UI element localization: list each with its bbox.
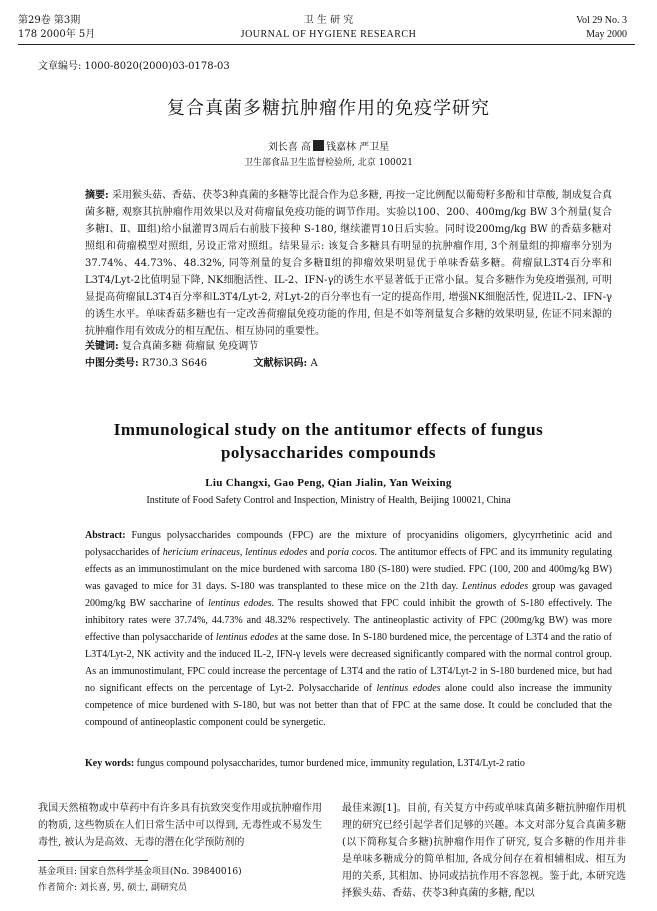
clc-value: R730.3 S646 [141,358,208,369]
title-en-line2: polysaccharides compounds [220,443,437,462]
authors-cn-part-a: 刘长喜 高 [267,142,311,153]
author-name-glyph [313,140,324,151]
clc-label: 中图分类号: [85,358,139,369]
abstract-cn-label: 摘要: [85,190,109,201]
title-en [0,418,657,464]
body-right-column: 最佳来源[1]。目前, 有关复方中药或单味真菌多糖抗肿瘤作用机理的研究已经引起学者们足够的兴趣。本文对部分复合真菌多糖(以下简称复合多糖)抗肿瘤作用作了研究, 复合多糖的作用并非是单味多糖成分的简单相加, 各成分间存在着相辅相成、相互为用的关系, 其相加、协同或拮抗作用不容忽视。鉴于此, 本研究选择猴头菇、香菇、茯苓3种真菌的多糖, 配以 [342,803,626,899]
affiliation-cn: 卫生部食品卫生监督检验所, 北京 100021 [244,158,413,168]
page-and-date: 178 2000年 5月 [18,29,96,40]
species-name: Lentinus edodes [462,581,529,592]
journal-name-en: JOURNAL OF HYGIENE RESEARCH [240,29,417,40]
abstract-en-sep2: and [307,547,328,558]
clc-cn [85,357,318,371]
keywords-cn-text: 复合真菌多糖 荷瘤鼠 免疫调节 [121,341,259,352]
body-left-column: 我国天然植物或中草药中有许多具有抗致突变作用或抗肿瘤作用的物质, 这些物质在人们日常生活中可以得到, 无毒性或不易发生毒性, 被认为是高效、无毒的潜在化学预防剂的 [38,803,322,848]
abstract-en-part6: alone could also increase the immunity competence of mice burdened with S-180, but was not better than that of FPC at the same dose. It could be concluded that the compound of antineoplastic component could be synergetic. [85,683,612,728]
abstract-en-part5: at the same dose. In S-180 burdened mice, the percentage of L3T4 and the ratio of L3T4/Lyt-2, NK activity and the induced IL-2, IFN-γ levels were decreased significantly compared with the normal control group. As an immunostimulant, FPC could increase the percentage of L3T4 and the ratio of L3T4/Lyt-2 in S-180 burdened mice, but had no significant effects on the percentage of Lyt-2. Polysaccharide of [85,632,612,694]
abstract-cn [85,187,612,340]
abstract-en-part4: . The results showed that FPC could inhibit the growth of S-180 effectively. The inhibitory rates were 37.74%, 44.73% and 48.32% respectively. The antineoplastic activity of FPC (200mg/kg BW) was more effective than polysaccharide of [85,598,612,643]
footnote-fund: 基金项目: 国家自然科学基金项目(No. 39840016) [38,867,242,877]
title-en-line1: Immunological study on the antitumor effects of fungus [113,420,544,439]
journal-date-en: May 2000 [586,29,627,40]
authors-cn-part-b: 钱嘉林 严卫星 [326,142,390,153]
journal-name-cn: 卫 生 研 究 [303,15,354,26]
species-name: hericium erinaceus [162,547,240,558]
abstract-en [85,527,612,731]
authors-en: Liu Changxi, Gao Peng, Qian Jialin, Yan Weixing [205,477,452,489]
doc-code-value: A [310,358,318,369]
species-name: lentinus edodes [208,598,272,609]
doc-code-label: 文献标识码: [253,358,308,369]
abstract-en-label: Abstract: [85,530,126,541]
abstract-en-sep1: , [239,547,246,558]
keywords-cn [85,340,258,354]
journal-volume-en: Vol 29 No. 3 [576,15,627,26]
species-name: lentinus edodes [245,547,308,558]
header-divider [18,44,635,45]
title-cn: 复合真菌多糖抗肿瘤作用的免疫学研究 [167,98,490,119]
authors-cn [0,140,657,155]
footnote-author: 作者简介: 刘长喜, 男, 硕士, 副研究员 [38,883,188,893]
keywords-en-text: fungus compound polysaccharides, tumor burdened mice, immunity regulation, L3T4/Lyt-2 ratio [136,758,525,769]
abstract-en-part2: . The antitumor effects of FPC and its immunity regulating effects as an immunostimulant on the mice burdened with sarcoma 180 (S-180) were studied. FPC (100, 200 and 400mg/kg BW) was gavaged to mice for 31 days. S-180 was transplanted to these mice on the 21th day. [85,547,612,592]
abstract-en-part1: Fungus polysaccharides compounds (FPC) are the mixture of procyanidins oligomers, glycyrrhetinic acid and polysaccharides of [85,530,612,558]
keywords-en-label: Key words: [85,758,135,769]
footnote-divider [38,860,148,861]
keywords-cn-label: 关键词: [85,341,119,352]
keywords-en [85,755,612,772]
abstract-en-part3: group was gavaged 200mg/kg BW saccharine of [85,581,613,609]
journal-volume-issue: 第29卷 第3期 [18,15,81,26]
species-name: lentinus edodes [376,683,441,694]
species-name: lentinus edodes [215,632,279,643]
article-number: 文章编号: 1000-8020(2000)03-0178-03 [38,61,230,72]
affiliation-en: Institute of Food Safety Control and Inspection, Ministry of Health, Beijing 100021, China [146,495,511,506]
abstract-cn-text: 采用猴头菇、香菇、茯苓3种真菌的多糖等比混合作为总多糖, 再按一定比例配以葡萄籽多酚和甘草酸, 制成复合真菌多糖, 观察其抗肿瘤作用效果以及对荷瘤鼠免疫功能的调节作用。实验以100、200、400mg/kg BW 3个剂量(复合多糖Ⅰ、Ⅱ、Ⅲ组)给小鼠灌胃3周后右前肢下接种 S-180, 继续灌胃10日后实验。同时设200mg/kg BW 的香菇多糖对照组和荷瘤模型对照组, 另设正常对照组。结果显示: 该复合多糖具有明显的抗肿瘤作用, 3个剂量组的抑瘤率分别为37.74%、44.73%、48.32%, 同等剂量的复合多糖Ⅱ组的抑瘤效果明显优于单味香菇多糖。荷瘤鼠L3T4百分率和L3T4/Lyt-2比值明显下降, NK细胞活性、IL-2、IFN-γ的诱生水平显著低于正常小鼠。复合多糖作为免疫增强剂, 可明显提高荷瘤鼠L3T4百分率和L3T4/Lyt-2, 对Lyt-2的百分率也有一定的提高作用, 增强NK细胞活性, 促进IL-2、IFN-γ的诱生水平。单味香菇多糖也有一定改善荷瘤鼠免疫功能的作用, 但是不如等剂量复合多糖的效果明显, 佐证不同来源的抗肿瘤作用有效成分的相互配伍、相互协同的重要性。 [85,190,612,337]
species-name: poria cocos [327,547,375,558]
